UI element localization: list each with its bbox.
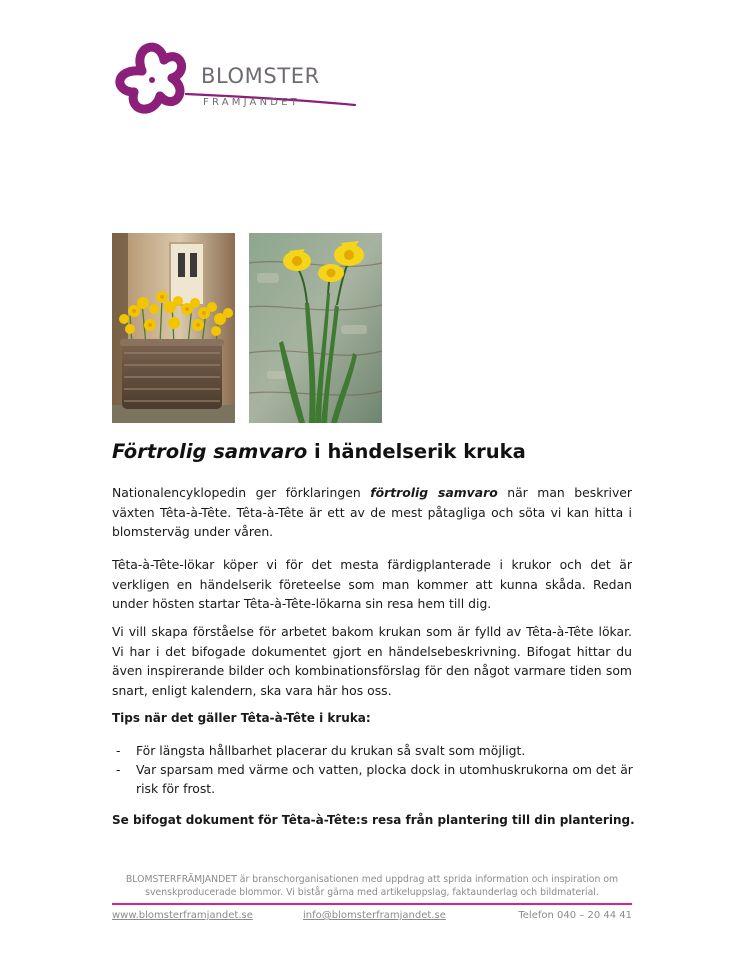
intro-text-before: Nationalencyklopedin ger förklaringen (112, 485, 371, 500)
title-italic: Förtrolig samvaro (112, 440, 308, 463)
website-link[interactable]: www.blomsterframjandet.se (112, 910, 253, 921)
logo (110, 38, 360, 124)
intro-text-after: när man beskriver växten Têta-à-Tête. Têta-à-Tête är ett av de mest påtagliga och söta vi kan hitta i blomsterväg under våren. (112, 485, 632, 540)
logo-title: BLOMSTER (201, 64, 320, 88)
intro-paragraph (112, 483, 632, 542)
paragraph-bulbs: Têta-à-Tête-lökar köper vi för det mesta färdigplanterade i krukor och det är verkligen en händelserik företeelse som man kommer att kunna skåda. Redan under hösten startar Têta-à-Tête-lökarna sin resa hem till dig. (112, 557, 632, 612)
email-link[interactable]: info@blomsterframjandet.se (303, 910, 446, 921)
closing-note: Se bifogat dokument för Têta-à-Tête:s resa från plantering till din plantering. (112, 813, 635, 827)
basket-photo (112, 233, 235, 423)
title-rest: i händelserik kruka (307, 440, 526, 463)
phone-number: Telefon 040 – 20 44 41 (518, 910, 632, 921)
paragraph-understanding: Vi vill skapa förståelse för arbetet bakom krukan som är fylld av Têta-à-Tête lökar. Vi har i det bifogade dokumentet gjort en händelsebeskrivning. Bifogat hittar du även inspirerande bilder och kombinationsförslag för den något varmare tiden som snart, enligt kalendern, ska vara här hos oss. (112, 624, 632, 698)
footer-divider (112, 903, 632, 905)
tips-heading: Tips när det gäller Têta-à-Tête i kruka: (112, 711, 371, 725)
logo-subtitle: FRÄMJANDET (203, 97, 300, 108)
tip-item: - För längsta hållbarhet placerar du krukan så svalt som möjligt. (112, 741, 634, 760)
narcissus-photo (249, 233, 382, 423)
article-title (112, 440, 526, 463)
intro-emphasis: förtrolig samvaro (370, 485, 498, 500)
footer-about: BLOMSTERFRÄMJANDET är branschorganisationen med uppdrag att sprida information och inspiration om svenskproducerade blommor. Vi bistår gärna med artikeluppslag, faktaunderlag och bildmaterial. (125, 874, 619, 898)
tip-item: - Var sparsam med värme och vatten, plocka dock in utomhuskrukorna om det är risk för frost. (112, 760, 634, 798)
tips-list (112, 741, 634, 798)
